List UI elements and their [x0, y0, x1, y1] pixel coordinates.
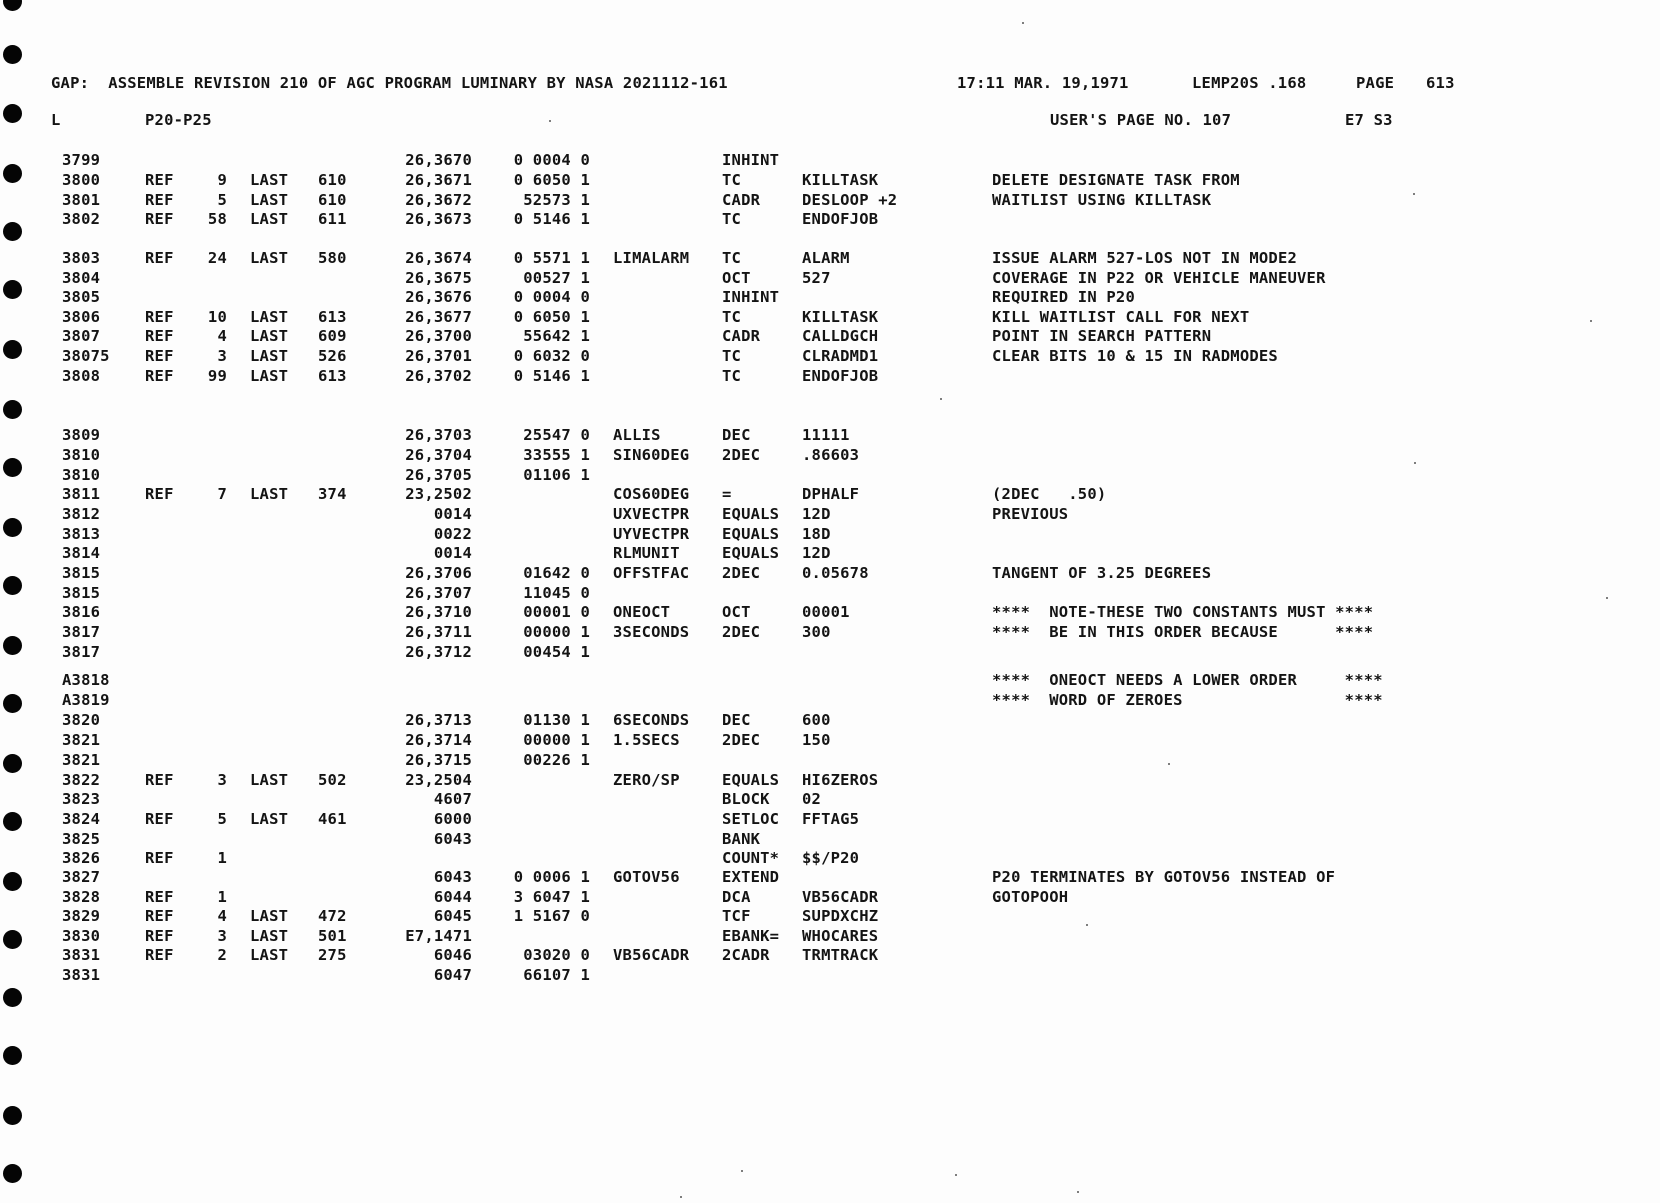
ref-count: 1	[217, 888, 227, 906]
opcode: INHINT	[722, 288, 780, 306]
operand: KILLTASK	[802, 308, 879, 326]
operand: 0.05678	[802, 564, 869, 582]
header-timestamp: 17:11 MAR. 19,1971	[957, 74, 1129, 92]
address: 26,3707	[405, 584, 472, 602]
octal-word: 01106 1	[523, 466, 590, 484]
ref-count: 3	[217, 347, 227, 365]
address: 26,3670	[405, 151, 472, 169]
last-keyword: LAST	[250, 249, 289, 267]
opcode: SETLOC	[722, 810, 780, 828]
line-number: 3817	[62, 643, 101, 661]
comment: P20 TERMINATES BY GOTOV56 INSTEAD OF	[992, 868, 1336, 886]
octal-word: 03020 0	[523, 946, 590, 964]
last-page: 610	[318, 171, 347, 189]
comment: ISSUE ALARM 527-LOS NOT IN MODE2	[992, 249, 1298, 267]
octal-word: 0 0004 0	[513, 151, 590, 169]
octal-word: 55642 1	[523, 327, 590, 345]
last-page: 610	[318, 191, 347, 209]
opcode: INHINT	[722, 151, 780, 169]
opcode: TC	[722, 347, 742, 365]
line-number: 3824	[62, 810, 101, 828]
ref-keyword: REF	[145, 347, 174, 365]
punch-hole	[3, 1046, 22, 1065]
opcode: 2DEC	[722, 623, 761, 641]
line-number: 3829	[62, 907, 101, 925]
header-page-label: PAGE	[1356, 74, 1395, 92]
address: 26,3710	[405, 603, 472, 621]
line-number: 3822	[62, 771, 101, 789]
opcode: 2DEC	[722, 731, 761, 749]
last-page: 609	[318, 327, 347, 345]
subheader-code: E7 S3	[1345, 111, 1393, 129]
operand: 11111	[802, 426, 850, 444]
line-number: A3819	[62, 691, 110, 709]
comment: PREVIOUS	[992, 505, 1069, 523]
line-number: 3821	[62, 731, 101, 749]
punch-hole	[3, 1164, 22, 1183]
punch-hole	[3, 988, 22, 1007]
line-number: 3826	[62, 849, 101, 867]
label: RLMUNIT	[613, 544, 680, 562]
ref-keyword: REF	[145, 849, 174, 867]
scan-speck	[1414, 462, 1416, 464]
scan-speck	[955, 1174, 957, 1176]
scan-speck	[549, 120, 551, 122]
operand: 12D	[802, 505, 831, 523]
octal-word: 00527 1	[523, 269, 590, 287]
line-number: 3821	[62, 751, 101, 769]
operand: 02	[802, 790, 822, 808]
line-number: 3815	[62, 564, 101, 582]
line-number: 3831	[62, 946, 101, 964]
scan-speck	[1086, 924, 1088, 926]
octal-word: 00226 1	[523, 751, 590, 769]
operand: CALLDGCH	[802, 327, 879, 345]
operand: CLRADMD1	[802, 347, 879, 365]
opcode: TCF	[722, 907, 751, 925]
last-keyword: LAST	[250, 485, 289, 503]
operand: DPHALF	[802, 485, 860, 503]
octal-word: 00454 1	[523, 643, 590, 661]
last-page: 613	[318, 308, 347, 326]
opcode: EBANK=	[722, 927, 780, 945]
last-keyword: LAST	[250, 347, 289, 365]
label: UYVECTPR	[613, 525, 690, 543]
octal-word: 0 5571 1	[513, 249, 590, 267]
ref-keyword: REF	[145, 810, 174, 828]
header-title: GAP: ASSEMBLE REVISION 210 OF AGC PROGRAM LUMINARY BY NASA 2021112-161	[51, 74, 728, 92]
line-number: 3801	[62, 191, 101, 209]
line-number: 3823	[62, 790, 101, 808]
operand: SUPDXCHZ	[802, 907, 879, 925]
line-number: 3809	[62, 426, 101, 444]
ref-count: 58	[207, 210, 227, 228]
ref-count: 99	[207, 367, 227, 385]
punch-hole	[3, 45, 22, 64]
operand: 00001	[802, 603, 850, 621]
address: 23,2504	[405, 771, 472, 789]
ref-count: 2	[217, 946, 227, 964]
address: 26,3703	[405, 426, 472, 444]
comment: CLEAR BITS 10 & 15 IN RADMODES	[992, 347, 1278, 365]
ref-count: 10	[207, 308, 227, 326]
last-keyword: LAST	[250, 308, 289, 326]
opcode: OCT	[722, 603, 751, 621]
opcode: EQUALS	[722, 544, 780, 562]
address: 26,3715	[405, 751, 472, 769]
operand: 300	[802, 623, 831, 641]
octal-word: 66107 1	[523, 966, 590, 984]
opcode: DCA	[722, 888, 751, 906]
ref-keyword: REF	[145, 907, 174, 925]
operand: $$/P20	[802, 849, 860, 867]
line-number: 3830	[62, 927, 101, 945]
address: 26,3671	[405, 171, 472, 189]
last-keyword: LAST	[250, 771, 289, 789]
comment: POINT IN SEARCH PATTERN	[992, 327, 1212, 345]
address: 26,3676	[405, 288, 472, 306]
comment: **** BE IN THIS ORDER BECAUSE ****	[992, 623, 1374, 641]
punch-hole	[3, 694, 22, 713]
line-number: 3808	[62, 367, 101, 385]
subheader-section: P20-P25	[145, 111, 212, 129]
opcode: EXTEND	[722, 868, 780, 886]
octal-word: 00001 0	[523, 603, 590, 621]
opcode: EQUALS	[722, 505, 780, 523]
last-keyword: LAST	[250, 171, 289, 189]
ref-keyword: REF	[145, 249, 174, 267]
ref-count: 4	[217, 907, 227, 925]
operand: .86603	[802, 446, 860, 464]
last-keyword: LAST	[250, 907, 289, 925]
ref-keyword: REF	[145, 485, 174, 503]
subheader-users-page: USER'S PAGE NO. 107	[1050, 111, 1232, 129]
last-keyword: LAST	[250, 210, 289, 228]
octal-word: 11045 0	[523, 584, 590, 602]
opcode: DEC	[722, 711, 751, 729]
line-number: 3827	[62, 868, 101, 886]
octal-word: 1 5167 0	[513, 907, 590, 925]
opcode: CADR	[722, 191, 761, 209]
label: OFFSTFAC	[613, 564, 690, 582]
octal-word: 0 6032 0	[513, 347, 590, 365]
opcode: BLOCK	[722, 790, 770, 808]
last-keyword: LAST	[250, 367, 289, 385]
last-page: 613	[318, 367, 347, 385]
label: 6SECONDS	[613, 711, 690, 729]
comment: TANGENT OF 3.25 DEGREES	[992, 564, 1212, 582]
octal-word: 0 0004 0	[513, 288, 590, 306]
punch-hole	[3, 872, 22, 891]
ref-keyword: REF	[145, 367, 174, 385]
line-number: 3804	[62, 269, 101, 287]
scan-speck	[1590, 320, 1592, 322]
scan-speck	[741, 1170, 743, 1172]
last-page: 502	[318, 771, 347, 789]
opcode: 2DEC	[722, 564, 761, 582]
octal-word: 3 6047 1	[513, 888, 590, 906]
last-keyword: LAST	[250, 946, 289, 964]
operand: TRMTRACK	[802, 946, 879, 964]
punch-hole	[3, 1106, 22, 1125]
line-number: A3818	[62, 671, 110, 689]
label: ONEOCT	[613, 603, 671, 621]
last-page: 501	[318, 927, 347, 945]
punch-hole	[3, 636, 22, 655]
scan-speck	[1168, 763, 1170, 765]
operand: KILLTASK	[802, 171, 879, 189]
scan-speck	[680, 1196, 682, 1198]
last-page: 374	[318, 485, 347, 503]
line-number: 3812	[62, 505, 101, 523]
punch-hole	[3, 754, 22, 773]
label: SIN60DEG	[613, 446, 690, 464]
operand: HI6ZEROS	[802, 771, 879, 789]
address: 4607	[433, 790, 472, 808]
address: 26,3714	[405, 731, 472, 749]
operand: 527	[802, 269, 831, 287]
address: 26,3702	[405, 367, 472, 385]
line-number: 3811	[62, 485, 101, 503]
operand: 18D	[802, 525, 831, 543]
last-keyword: LAST	[250, 927, 289, 945]
address: 23,2502	[405, 485, 472, 503]
line-number: 3817	[62, 623, 101, 641]
subheader-line	[0, 110, 1393, 130]
line-number: 3805	[62, 288, 101, 306]
line-number: 3800	[62, 171, 101, 189]
opcode: EQUALS	[722, 525, 780, 543]
octal-word: 0 5146 1	[513, 210, 590, 228]
scan-speck	[1413, 193, 1415, 195]
address: E7,1471	[405, 927, 472, 945]
octal-word: 0 6050 1	[513, 171, 590, 189]
ref-keyword: REF	[145, 171, 174, 189]
address: 6046	[433, 946, 472, 964]
ref-count: 1	[217, 849, 227, 867]
line-number: 3810	[62, 466, 101, 484]
address: 6043	[433, 830, 472, 848]
address: 26,3701	[405, 347, 472, 365]
ref-keyword: REF	[145, 771, 174, 789]
opcode: EQUALS	[722, 771, 780, 789]
address: 26,3704	[405, 446, 472, 464]
opcode: OCT	[722, 269, 751, 287]
ref-keyword: REF	[145, 191, 174, 209]
last-keyword: LAST	[250, 327, 289, 345]
address: 26,3674	[405, 249, 472, 267]
address: 26,3706	[405, 564, 472, 582]
operand: VB56CADR	[802, 888, 879, 906]
opcode: TC	[722, 210, 742, 228]
opcode: TC	[722, 171, 742, 189]
last-keyword: LAST	[250, 191, 289, 209]
punch-hole	[3, 400, 22, 419]
address: 6043	[433, 868, 472, 886]
ref-keyword: REF	[145, 308, 174, 326]
label: 1.5SECS	[613, 731, 680, 749]
opcode: =	[722, 485, 732, 503]
ref-count: 5	[217, 810, 227, 828]
opcode: COUNT*	[722, 849, 780, 867]
line-number: 3825	[62, 830, 101, 848]
address: 26,3672	[405, 191, 472, 209]
operand: FFTAG5	[802, 810, 860, 828]
comment: **** WORD OF ZEROES ****	[992, 691, 1383, 709]
ref-count: 5	[217, 191, 227, 209]
line-number: 3831	[62, 966, 101, 984]
opcode: TC	[722, 308, 742, 326]
address: 0014	[433, 544, 472, 562]
opcode: TC	[722, 367, 742, 385]
last-page: 275	[318, 946, 347, 964]
scan-speck	[1606, 597, 1608, 599]
address: 26,3713	[405, 711, 472, 729]
octal-word: 52573 1	[523, 191, 590, 209]
address: 0022	[433, 525, 472, 543]
comment: (2DEC .50)	[992, 485, 1107, 503]
address: 6000	[433, 810, 472, 828]
comment: KILL WAITLIST CALL FOR NEXT	[992, 308, 1250, 326]
opcode: BANK	[722, 830, 761, 848]
punch-hole	[3, 518, 22, 537]
label: GOTOV56	[613, 868, 680, 886]
line-number: 38075	[62, 347, 110, 365]
comment: WAITLIST USING KILLTASK	[992, 191, 1212, 209]
header-line	[0, 73, 1455, 93]
subheader-l: L	[51, 111, 61, 129]
address: 0014	[433, 505, 472, 523]
header-page-number: 613	[1426, 74, 1455, 92]
ref-keyword: REF	[145, 327, 174, 345]
line-number: 3814	[62, 544, 101, 562]
scan-speck	[940, 398, 942, 400]
address: 26,3705	[405, 466, 472, 484]
comment: GOTOPOOH	[992, 888, 1069, 906]
ref-count: 9	[217, 171, 227, 189]
punch-hole	[3, 340, 22, 359]
ref-count: 24	[207, 249, 227, 267]
operand: ENDOFJOB	[802, 210, 879, 228]
punch-hole	[3, 0, 22, 11]
line-number: 3806	[62, 308, 101, 326]
ref-count: 4	[217, 327, 227, 345]
scan-speck	[1022, 22, 1024, 24]
octal-word: 0 6050 1	[513, 308, 590, 326]
octal-word: 01130 1	[523, 711, 590, 729]
line-number: 3820	[62, 711, 101, 729]
octal-word: 01642 0	[523, 564, 590, 582]
label: 3SECONDS	[613, 623, 690, 641]
punch-hole	[3, 812, 22, 831]
line-number: 3799	[62, 151, 101, 169]
ref-keyword: REF	[145, 946, 174, 964]
punch-hole	[3, 930, 22, 949]
operand: WHOCARES	[802, 927, 879, 945]
punch-hole	[3, 280, 22, 299]
line-number: 3815	[62, 584, 101, 602]
octal-word: 33555 1	[523, 446, 590, 464]
comment: **** NOTE-THESE TWO CONSTANTS MUST ****	[992, 603, 1374, 621]
label: LIMALARM	[613, 249, 690, 267]
last-page: 580	[318, 249, 347, 267]
label: ALLIS	[613, 426, 661, 444]
label: ZERO/SP	[613, 771, 680, 789]
operand: 12D	[802, 544, 831, 562]
ref-keyword: REF	[145, 888, 174, 906]
opcode: CADR	[722, 327, 761, 345]
ref-count: 3	[217, 927, 227, 945]
octal-word: 0 0006 1	[513, 868, 590, 886]
last-keyword: LAST	[250, 810, 289, 828]
address: 6044	[433, 888, 472, 906]
address: 26,3711	[405, 623, 472, 641]
octal-word: 00000 1	[523, 731, 590, 749]
opcode: TC	[722, 249, 742, 267]
address: 26,3675	[405, 269, 472, 287]
operand: DESLOOP +2	[802, 191, 898, 209]
punch-hole	[3, 576, 22, 595]
operand: ALARM	[802, 249, 850, 267]
address: 26,3673	[405, 210, 472, 228]
opcode: DEC	[722, 426, 751, 444]
comment: REQUIRED IN P20	[992, 288, 1135, 306]
label: COS60DEG	[613, 485, 690, 503]
operand: ENDOFJOB	[802, 367, 879, 385]
operand: 600	[802, 711, 831, 729]
octal-word: 00000 1	[523, 623, 590, 641]
ref-count: 7	[217, 485, 227, 503]
line-number: 3810	[62, 446, 101, 464]
address: 6045	[433, 907, 472, 925]
ref-keyword: REF	[145, 927, 174, 945]
address: 26,3677	[405, 308, 472, 326]
comment: DELETE DESIGNATE TASK FROM	[992, 171, 1240, 189]
last-page: 472	[318, 907, 347, 925]
line-number: 3803	[62, 249, 101, 267]
ref-keyword: REF	[145, 210, 174, 228]
octal-word: 0 5146 1	[513, 367, 590, 385]
operand: 150	[802, 731, 831, 749]
line-number: 3807	[62, 327, 101, 345]
opcode: 2CADR	[722, 946, 770, 964]
punch-hole	[3, 458, 22, 477]
line-number: 3816	[62, 603, 101, 621]
scan-speck	[1077, 1191, 1079, 1193]
line-number: 3802	[62, 210, 101, 228]
address: 6047	[433, 966, 472, 984]
octal-word: 25547 0	[523, 426, 590, 444]
line-number: 3828	[62, 888, 101, 906]
label: VB56CADR	[613, 946, 690, 964]
opcode: 2DEC	[722, 446, 761, 464]
address: 26,3712	[405, 643, 472, 661]
comment: COVERAGE IN P22 OR VEHICLE MANEUVER	[992, 269, 1326, 287]
last-page: 526	[318, 347, 347, 365]
line-number: 3813	[62, 525, 101, 543]
address: 26,3700	[405, 327, 472, 345]
label: UXVECTPR	[613, 505, 690, 523]
ref-count: 3	[217, 771, 227, 789]
last-page: 611	[318, 210, 347, 228]
comment: **** ONEOCT NEEDS A LOWER ORDER ****	[992, 671, 1383, 689]
header-program: LEMP20S .168	[1192, 74, 1307, 92]
last-page: 461	[318, 810, 347, 828]
